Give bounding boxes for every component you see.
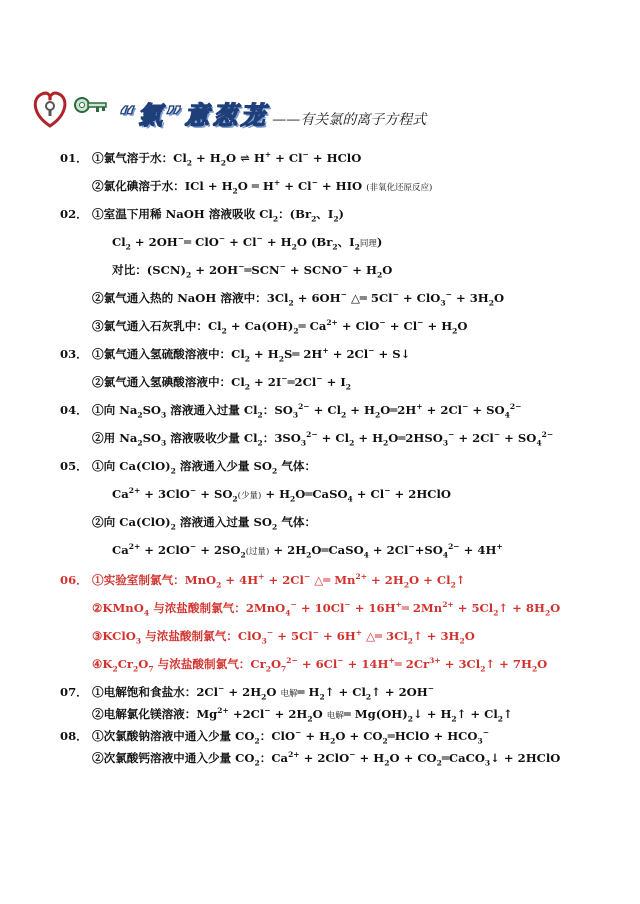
equation-text: ②用 $Na_2SO_3$ 溶液吸收少量 $Cl_2$：$3SO_3^{2-} + Cl_2$ + $H_2O═2HSO_3^- + 2Cl^- + SO_4^{2-}$ xyxy=(92,430,554,448)
equation-text: ①氯气溶于水：$Cl_2 + H_2O$ ⇌ H+ + Cl− + HClO xyxy=(92,150,362,168)
equation-text: ②氯化碘溶于水：ICl + $H_2O$ ═ H+ + Cl− + HIO (非氧化还原反应) xyxy=(92,178,433,196)
equation-text: $Ca^{2+} + 2ClO^- + 2SO_2$(过量) + $2H_2O═CaSO_4 + 2Cl^-+SO_4^{2-} + 4H^+$ xyxy=(112,542,503,560)
equation-text: ①向 $Ca(ClO)_2$ 溶液通入少量 $SO_2$ 气体： xyxy=(92,459,317,476)
equation-text: ①实验室制氯气：MnO$_2$ + 4H+ + 2Cl− △═ $Mn^{2+} + 2H_2O$ + $Cl_2↑$ xyxy=(92,572,466,590)
equation-text: ②次氯酸钙溶液中通入少量 $CO_2$：$Ca^{2+} + 2ClO^- + H_2O$ + $CO_2═CaCO_3↓$ + 2HClO xyxy=(92,750,561,768)
equation-text: 对比：$(SCN)_2$ + 2OH−═SCN− + SCNO− + $H_2O$ xyxy=(112,262,393,280)
item-number: 07． xyxy=(60,685,88,699)
equation-line xyxy=(112,234,382,252)
equation-text: ①氯气通入氢硫酸溶液中：$Cl_2$ + $H_2S═$ 2H+ + 2Cl− + S↓ xyxy=(92,346,411,364)
equation-line xyxy=(92,178,432,196)
equation-line xyxy=(60,150,362,168)
equation-text: ①向 $Na_2SO_3$ 溶液通入过量 $Cl_2$：$SO_3^{2-} + Cl_2$ + $H_2O═2H^+ + 2Cl^- + SO_4^{2-}$ xyxy=(92,402,522,420)
item-number: 06． xyxy=(60,573,88,587)
equation-line xyxy=(112,262,392,278)
equation-line xyxy=(92,600,560,616)
equation-text: ①次氯酸钠溶液中通入少量 $CO_2$：$ClO^- + H_2O$ + $CO_2═HClO + HCO_3^-$ xyxy=(92,728,489,746)
title-main: “氯”意葱茏 xyxy=(118,101,269,130)
equation-text: ①室温下用稀 NaOH 溶液吸收 $Cl_2$：($Br_2$、$I_2$) xyxy=(92,207,345,224)
equation-line xyxy=(112,542,503,560)
equation-text: $④K_2Cr_2O_7$ 与浓盐酸制氯气：$Cr_2O_7^{2-} + 6Cl^-$ + 14H+═ $2Cr^{3+}$ + $3Cl_2↑ + 7H_2O$ xyxy=(92,656,548,674)
equation-text: ②氯气通入热的 NaOH 溶液中：$3Cl_2 + 6OH^-$ △═ $5Cl^- + ClO_3^- + 3H_2O$ xyxy=(92,290,505,308)
equation-line xyxy=(60,728,489,746)
equation-line xyxy=(60,684,435,702)
equation-text: ②氯气通入氢碘酸溶液中：$Cl_2$ + 2I−═2Cl− + $I_2$ xyxy=(92,374,351,392)
equation-line xyxy=(92,430,553,446)
equation-line xyxy=(112,486,451,504)
item-number: 04． xyxy=(60,403,88,417)
equation-line xyxy=(60,458,317,476)
equation-line xyxy=(92,628,475,644)
title-subtitle: ——有关氯的离子方程式 xyxy=(272,112,427,128)
equation-line xyxy=(92,656,547,672)
equation-text: $Ca^{2+} + 3ClO^- + SO_2$(少量) + $H_2O═CaSO_4 + Cl^-$ + 2HClO xyxy=(112,486,452,504)
equation-line xyxy=(92,374,351,390)
equation-line xyxy=(60,206,345,224)
equation-line xyxy=(92,318,467,334)
heart-key-logo-icon xyxy=(30,86,108,130)
item-number: 08． xyxy=(60,729,88,743)
item-number: 01． xyxy=(60,151,88,165)
equation-line xyxy=(92,290,504,306)
page-title xyxy=(118,96,538,136)
equation-text: $Cl_2$ + 2OH−═ $ClO^- + Cl^- + H_2O$ ($Br_2$、$I_2$同理) xyxy=(112,234,383,252)
equation-line xyxy=(60,572,466,590)
equation-text: ③KClO$_3$ 与浓盐酸制氯气：ClO$_3$− + 5Cl− + 6H+ △═ $3Cl_2↑ + 3H_2O$ xyxy=(92,628,475,646)
equation-text: ②向 $Ca(ClO)_2$ 溶液通入过量 $SO_2$ 气体： xyxy=(92,515,317,532)
item-number: 05． xyxy=(60,459,88,473)
item-number: 03． xyxy=(60,347,88,361)
equation-text: ③氯气通入石灰乳中：$Cl_2$ + $Ca(OH)_2═$ $Ca^{2+} + ClO^- + Cl^- + H_2O$ xyxy=(92,318,468,336)
equation-text: ①电解饱和食盐水：$2Cl^- + 2H_2O$ 电解═ $H_2↑$ + $Cl_2↑ + 2OH^-$ xyxy=(92,684,435,702)
equation-line xyxy=(92,514,316,530)
equation-text: ②KMnO$_4$ 与浓盐酸制氯气：2MnO$_4$− + 10Cl− + 16H+═ $2Mn^{2+}$ + $5Cl_2↑ + 8H_2O$ xyxy=(92,600,561,618)
equation-line xyxy=(60,402,522,420)
item-number: 02． xyxy=(60,207,88,221)
equation-line xyxy=(60,346,411,364)
equation-line xyxy=(92,706,513,724)
equation-text: ②电解氯化镁溶液：$Mg^{2+} +2Cl^- + 2H_2O$ 电解═ $Mg(OH)_2↓$ + $H_2↑$ + $Cl_2↑$ xyxy=(92,706,513,724)
equation-line xyxy=(92,750,560,766)
